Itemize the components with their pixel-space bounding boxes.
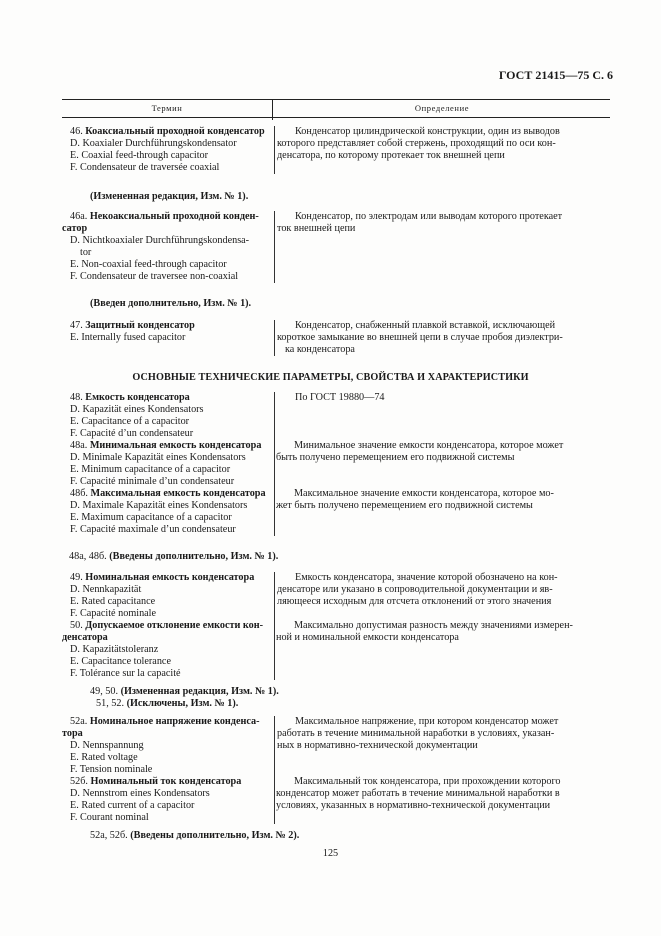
page-number: 125 [322, 848, 339, 859]
term: 47. Защитный конденсатор E. Internally fused capacitor [70, 320, 195, 343]
amendment-note: 51, 52. (Исключены, Изм. № 1). [96, 698, 239, 709]
definition: По ГОСТ 19880—74 [274, 392, 603, 536]
amendment-note: (Измененная редакция, Изм. № 1). [90, 191, 249, 202]
term-column-header: Термин [151, 103, 183, 113]
definition: Максимальный ток конденсатора, при прохождении которого конденсатор может работать в течение минимальной наработки в условиях, указанных в нормативно-технической документации [276, 776, 561, 811]
term: 49. Номинальная емкость конденсатора D. Nennkapazität E. Rated capacitance F. Capacité nominale [70, 572, 255, 619]
amendment-note: 49, 50. (Измененная редакция, Изм. № 1). [90, 686, 279, 697]
definition: Максимальное значение емкости конденсатора, которое мо- жет быть получено перемещением его подвижной системы [276, 488, 554, 511]
term: 52б. Номинальный ток конденсатора D. Nennstrom eines Kondensators E. Rated current of a capacitor F. Courant nominal [70, 776, 242, 823]
term: 46. Коаксиальный проходной конденсатор D. Koaxialer Durchführungskondensator E. Coaxial feed-through capacitor F. Condensateur de traversée coaxial [70, 126, 265, 173]
term: 48. Емкость конденсатора D. Kapazität eines Kondensators E. Capacitance of a capacitor F. Capacité d’un condensateur [70, 392, 204, 439]
definition: Конденсатор, по электродам или выводам которого протекает ток внешней цепи [274, 211, 603, 283]
definition: Конденсатор, снабженный плавкой вставкой, исключающей короткое замыкание во внешней цепи в случае пробоя диэлектри- ка конденсатора [274, 320, 603, 356]
definition: Конденсатор цилиндрической конструкции, один из выводов которого представляет собой стержень, проходящий по оси кон- денсатора, по которому протекает ток внешней цепи [274, 126, 603, 174]
document-code: ГОСТ 21415—75 С. 6 [498, 68, 613, 82]
term: 48б. Максимальная емкость конденсатора D. Maximale Kapazität eines Kondensators E. Maximum capacitance of a capacitor F. Capacité maximale d’un condensateur [70, 488, 266, 535]
amendment-note: 48а, 48б. (Введены дополнительно, Изм. № 1). [69, 551, 279, 562]
definition: Максимально допустимая разность между значениями измерен- ной и номинальной емкости конденсатора [276, 620, 573, 643]
definition-column-header: Определение [272, 100, 611, 120]
definition: Емкость конденсатора, значение которой обозначено на кон- денсаторе или указано в сопроводительной документации и яв- ляющееся исходным для отсчета отклонений от этого значения [274, 572, 603, 680]
amendment-note: (Введен дополнительно, Изм. № 1). [90, 298, 252, 309]
definition: Максимальное напряжение, при котором конденсатор может работать в течение минимальной наработки в условиях, указан- ных в нормативно-технической документации [274, 716, 603, 824]
definition: Минимальное значение емкости конденсатора, которое может быть получено перемещением его подвижной системы [276, 440, 564, 463]
section-title: ОСНОВНЫЕ ТЕХНИЧЕСКИЕ ПАРАМЕТРЫ, СВОЙСТВА И ХАРАКТЕРИСТИКИ [132, 372, 529, 383]
term: 46а. Некоаксиальный проходной конден- сатор D. Nichtkoaxialer Durchführungskondensa- tor E. Non-coaxial feed-through capacitor F. Condensateur de traversee non-coaxial [62, 211, 259, 282]
term: 50. Допускаемое отклонение емкости кон- денсатора D. Kapazitätstoleranz E. Capacitance tolerance F. Tolérance sur la capacité [62, 620, 264, 679]
term: 52а. Номинальное напряжение конденса- тора D. Nennspannung E. Rated voltage F. Tension nominale [62, 716, 260, 775]
amendment-note: 52а, 52б. (Введены дополнительно, Изм. № 2). [90, 830, 300, 841]
table-header [62, 99, 610, 118]
term: 48а. Минимальная емкость конденсатора D. Minimale Kapazität eines Kondensators E. Minimum capacitance of a capacitor F. Capacité minimale d’un condensateur [70, 440, 262, 487]
